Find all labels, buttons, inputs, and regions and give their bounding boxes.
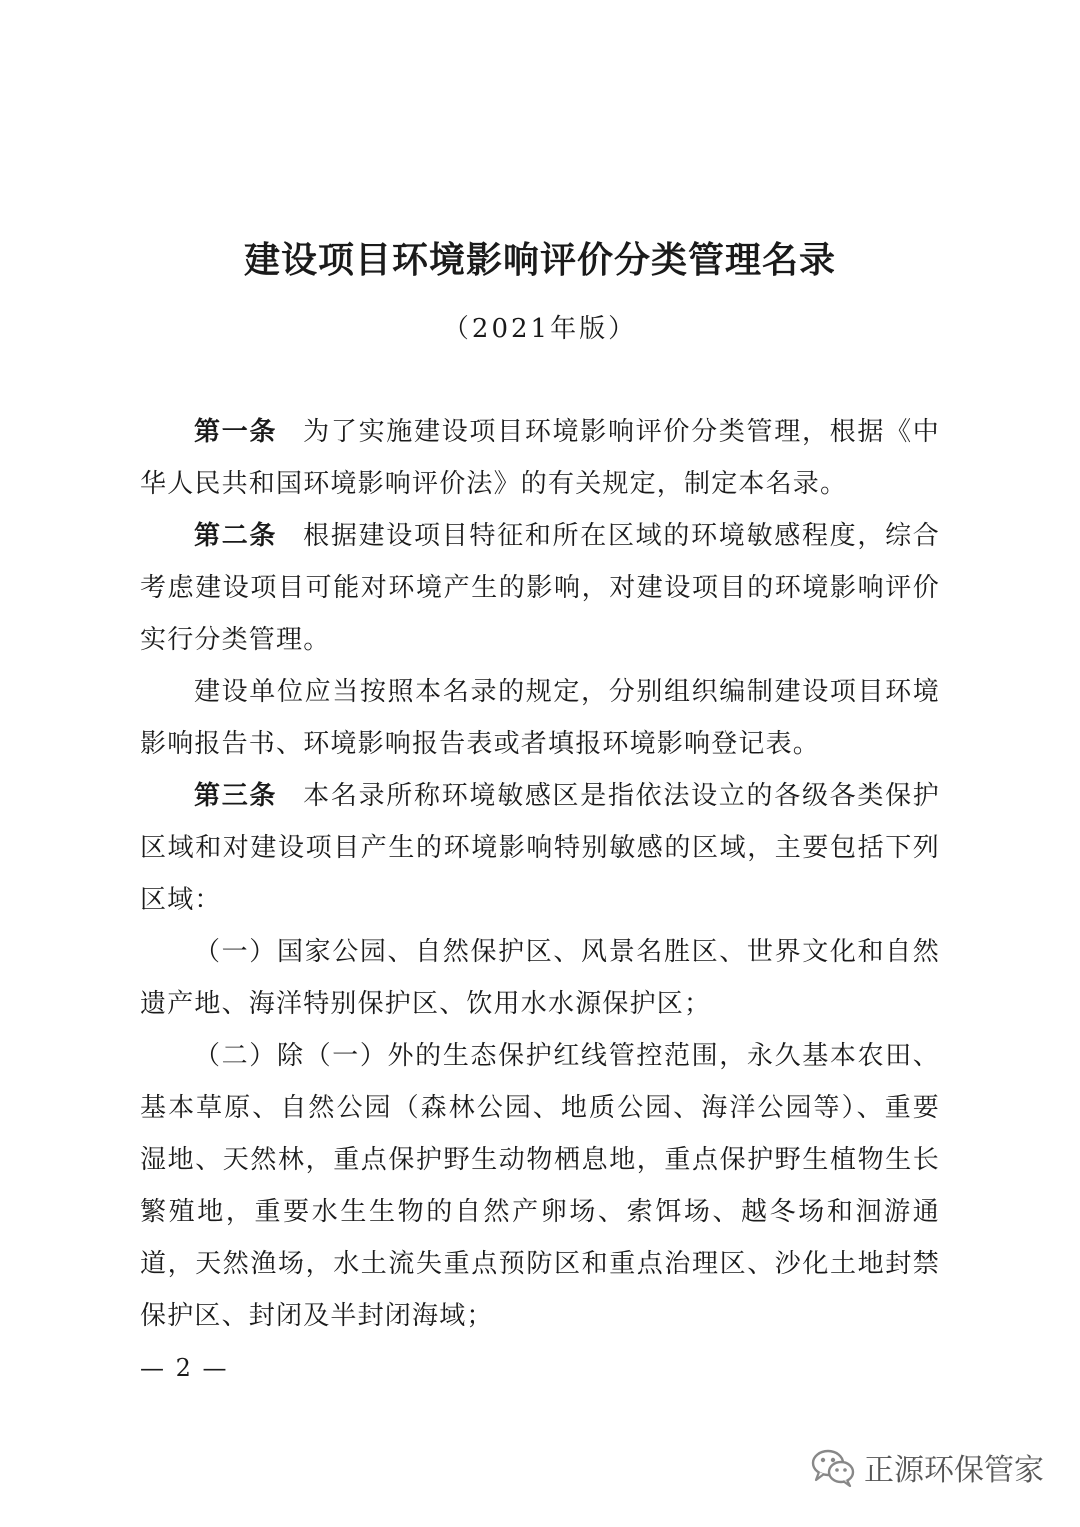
wechat-icon <box>810 1447 856 1487</box>
paragraph-text: （一）国家公园、自然保护区、风景名胜区、世界文化和自然遗产地、海洋特别保护区、饮用水水源保护区； <box>140 937 940 1019</box>
paragraph-text: 为了实施建设项目环境影响评价分类管理，根据《中华人民共和国环境影响评价法》的有关规定，制定本名录。 <box>140 417 940 499</box>
article-number: 第三条 <box>194 781 278 811</box>
paragraph-item-1 <box>140 926 940 1030</box>
document-body <box>140 406 940 1342</box>
paragraph-text: 本名录所称环境敏感区是指依法设立的各级各类保护区域和对建设项目产生的环境影响特别敏感的区域，主要包括下列区域： <box>140 781 940 915</box>
paragraph-text: （二）除（一）外的生态保护红线管控范围，永久基本农田、基本草原、自然公园（森林公园、地质公园、海洋公园等）、重要湿地、天然林，重点保护野生动物栖息地，重点保护野生植物生长繁殖地，重要水生生物的自然产卵场、索饵场、越冬场和洄游通道，天然渔场，水土流失重点预防区和重点治理区、沙化土地封禁保护区、封闭及半封闭海域； <box>140 1041 940 1331</box>
page-number: — 2 — <box>140 1354 229 1382</box>
watermark <box>810 1445 1044 1489</box>
paragraph-article-2-cont <box>140 666 940 770</box>
document-title: 建设项目环境影响评价分类管理名录 <box>243 240 836 281</box>
paragraph-article-3 <box>140 770 940 926</box>
paragraph-text: 根据建设项目特征和所在区域的环境敏感程度，综合考虑建设项目可能对环境产生的影响，对建设项目的环境影响评价实行分类管理。 <box>140 521 940 655</box>
document-edition: （2021年版） <box>442 314 638 344</box>
paragraph-item-2 <box>140 1030 940 1342</box>
paragraph-text: 建设单位应当按照本名录的规定，分别组织编制建设项目环境影响报告书、环境影响报告表或者填报环境影响登记表。 <box>140 677 940 759</box>
article-number: 第二条 <box>194 521 278 551</box>
paragraph-article-2 <box>140 510 940 666</box>
paragraph-article-1 <box>140 406 940 510</box>
watermark-text: 正源环保管家 <box>864 1453 1044 1488</box>
article-number: 第一条 <box>194 417 278 447</box>
